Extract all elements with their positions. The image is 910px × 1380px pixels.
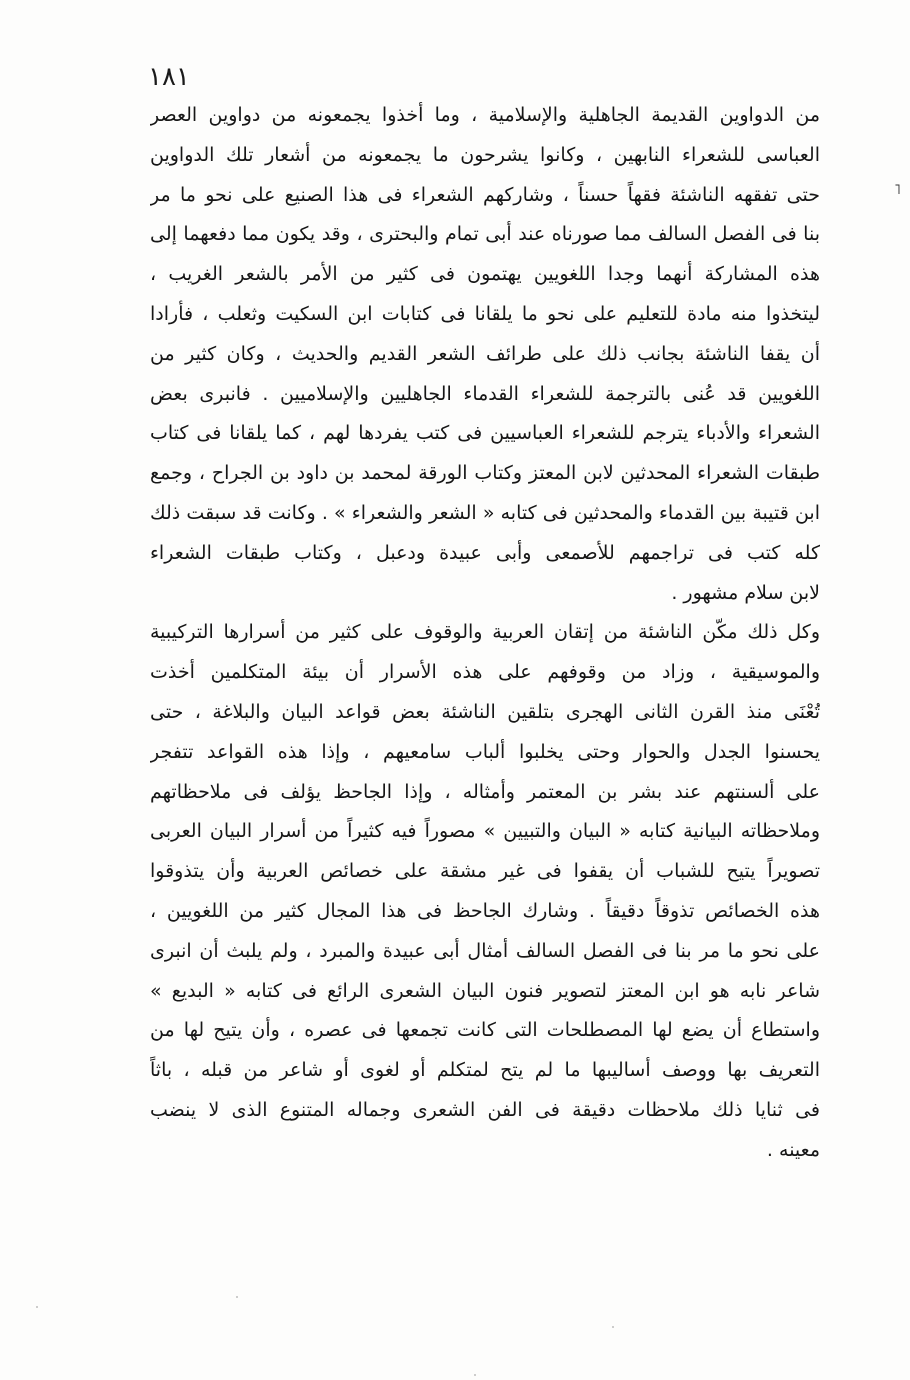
text-line: العباسى للشعراء النابهين ، وكانوا يشرحون ما يجمعونه من أشعار تلك الدواوين [150, 143, 820, 166]
text-line: أن يقفا الناشئة بجانب ذلك على طرائف الشعر القديم والحديث ، وكان كثير من [150, 342, 820, 365]
text-line: معينه . [766, 1138, 820, 1161]
text-line: حتى تفقهه الناشئة فقهاً حسناً ، وشاركهم الشعراء فى هذا الصنيع على نحو ما مر [150, 183, 820, 206]
text-line: التعريف بها ووصف أساليبها ما لم يتح لمتكلم أو لغوى أو شاعر من قبله ، باثاً [150, 1059, 820, 1082]
text-line: من الدواوين القديمة الجاهلية والإسلامية ، وما أخذوا يجمعونه من دواوين العصر [150, 104, 820, 126]
text-line: طبقات الشعراء المحدثين لابن المعتز وكتاب الورقة لمحمد بن داود بن الجراح ، وجمع [150, 462, 820, 485]
text-line: الشعراء والأدباء يترجم للشعراء العباسيين فى كتب يفردها لهم ، كما يلقانا فى كتاب [150, 422, 820, 445]
text-line: فى ثنايا ذلك ملاحظات دقيقة فى الفن الشعرى وجماله المتنوع الذى لا ينضب [150, 1098, 820, 1121]
text-line: لابن سلام مشهور . [671, 581, 820, 604]
text-line: والموسيقية ، وزاد من وقوفهم على هذه الأسرار أن بيئة المتكلمين أخذت [150, 661, 820, 684]
paper-speck [612, 1326, 614, 1328]
text-line: شاعر نابه هو ابن المعتز لتصوير فنون البيان الشعرى الرائع فى كتابه « البديع » [150, 979, 820, 1002]
paper-speck [474, 1374, 476, 1376]
text-line: هذه الخصائص تذوقاً دقيقاً . وشارك الجاحظ فى هذا المجال كثير من اللغويين ، [150, 899, 820, 922]
text-line: على ألسنتهم عند بشر بن المعتمر وأمثاله ، وإذا الجاحظ يؤلف فى ملاحظاتهم [150, 780, 820, 803]
text-line: ليتخذوا منه مادة للتعليم على نحو ما يلقانا فى كتابات ابن السكيت وثعلب ، فأرادا [150, 302, 820, 325]
text-line: تصويراً يتيح للشباب أن يقفوا فى غير مشقة على خصائص العربية وأن يتذوقوا [150, 860, 820, 883]
paper-speck [236, 1296, 238, 1298]
text-line: كله كتب فى تراجمهم للأصمعى وأبى عبيدة ودعبل ، وكتاب طبقات الشعراء [150, 541, 820, 564]
text-line: بنا فى الفصل السالف مما صورناه عند أبى تمام والبحترى ، وقد يكون مما دفعهما إلى [150, 223, 820, 246]
text-line: اللغويين قد عُنى بالترجمة للشعراء القدماء الجاهليين والإسلاميين . فانبرى بعض [150, 382, 820, 405]
text-line: وملاحظاته البيانية كتابه « البيان والتبيين » مصوراً فيه كثيراً من أسرار البيان العربى [150, 820, 820, 843]
margin-mark: ˥ [894, 182, 901, 198]
text-line: واستطاع أن يضع لها المصطلحات التى كانت تجمعها فى عصره ، وأن يتيح لها من [150, 1019, 820, 1042]
text-line: تُعْنَى منذ القرن الثانى الهجرى بتلقين الناشئة بعض قواعد البيان والبلاغة ، حتى [150, 700, 820, 723]
page-number: ١٨١ [148, 62, 190, 92]
text-line: ابن قتيبة بين القدماء والمحدثين فى كتابه « الشعر والشعراء » . وكانت قد سبقت ذلك [150, 501, 820, 524]
paper-speck [36, 1306, 38, 1308]
text-line: على نحو ما مر بنا فى الفصل السالف أمثال أبى عبيدة والمبرد ، ولم يلبث أن انبرى [150, 939, 820, 962]
text-line: يحسنوا الجدل والحوار وحتى يخلبوا ألباب سامعيهم ، وإذا هذه القواعد تتفجر [150, 740, 820, 763]
text-line: وكل ذلك مكّن الناشئة من إتقان العربية والوقوف على كثير من أسرارها التركيبية [150, 621, 820, 644]
text-line: هذه المشاركة أنهما وجدا اللغويين يهتمون فى كثير من الأمر بالشعر الغريب ، [150, 263, 820, 286]
body-text [150, 96, 820, 1171]
